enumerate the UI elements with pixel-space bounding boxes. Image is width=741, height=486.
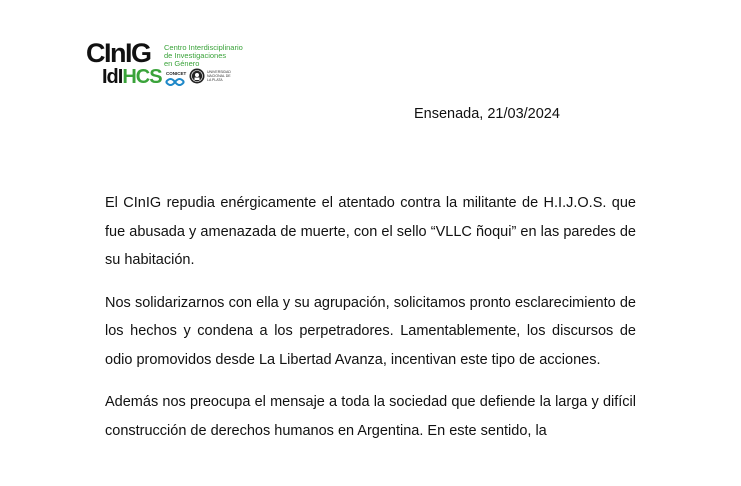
- conicet-logo-icon: [165, 77, 185, 87]
- seal-label: UNIVERSIDAD NACIONAL DE LA PLATA: [207, 70, 231, 82]
- statement-body: [105, 189, 636, 445]
- conicet-label: CONICET: [166, 71, 187, 76]
- logo-sub-part2: HCS: [122, 66, 162, 88]
- paragraph: El CInIG repudia enérgicamente el atentado contra la militante de H.I.J.O.S. que fue abusada y amenazada de muerte, con el sello “VLLC ñoqui” en las paredes de su habitación.: [105, 195, 636, 268]
- paragraph: Nos solidarizarnos con ella y su agrupación, solicitamos pronto esclarecimiento de los hechos y condena a los perpetradores. Lamentablemente, los discursos de odio promovidos desde La Libertad Avanza, incentivan este tipo de acciones.: [105, 294, 636, 368]
- logo-main-text: CInIG: [86, 38, 151, 68]
- logo-sub-part1: IdI: [102, 66, 123, 88]
- paragraph: Además nos preocupa el mensaje a toda la sociedad que defiende la larga y difícil construcción de derechos humanos en Argentina. En este sentido, la: [105, 394, 636, 439]
- logo-description-line: de Investigaciones: [164, 51, 227, 60]
- cinig-logo: [86, 40, 256, 92]
- logo-description-line: en Género: [164, 59, 200, 68]
- logo-sub-text: [102, 67, 162, 87]
- logo-description: [164, 44, 243, 68]
- logo-description-line: Centro Interdisciplinario: [164, 43, 243, 52]
- unlp-seal-icon: [189, 68, 205, 84]
- date-line: Ensenada, 21/03/2024: [414, 106, 560, 122]
